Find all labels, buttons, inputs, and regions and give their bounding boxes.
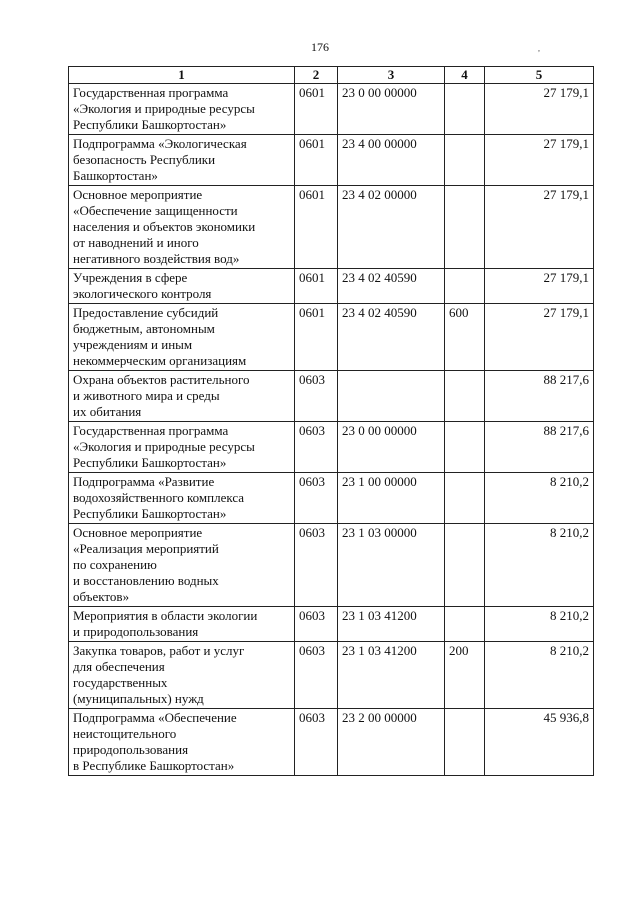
header-cell-1: 1 bbox=[69, 67, 295, 84]
amount-cell: 27 179,1 bbox=[485, 84, 594, 135]
expense-type-cell bbox=[445, 186, 485, 269]
name-cell: Основное мероприятие «Реализация мероприятий по сохранению и восстановлению водных объектов» bbox=[69, 524, 295, 607]
amount-cell: 8 210,2 bbox=[485, 473, 594, 524]
section-code-cell: 0603 bbox=[295, 607, 338, 642]
target-article-cell: 23 1 00 00000 bbox=[338, 473, 445, 524]
header-cell-5: 5 bbox=[485, 67, 594, 84]
section-code-cell: 0603 bbox=[295, 371, 338, 422]
table-row bbox=[69, 269, 594, 304]
table-row bbox=[69, 186, 594, 269]
section-code-cell: 0603 bbox=[295, 642, 338, 709]
target-article-cell: 23 2 00 00000 bbox=[338, 709, 445, 776]
section-code-cell: 0603 bbox=[295, 473, 338, 524]
name-cell: Государственная программа «Экология и природные ресурсы Республики Башкортостан» bbox=[69, 422, 295, 473]
target-article-cell: 23 1 03 41200 bbox=[338, 607, 445, 642]
expense-type-cell: 600 bbox=[445, 304, 485, 371]
section-code-cell: 0601 bbox=[295, 304, 338, 371]
name-cell: Учреждения в сфере экологического контроля bbox=[69, 269, 295, 304]
target-article-cell: 23 1 03 00000 bbox=[338, 524, 445, 607]
name-cell: Охрана объектов растительного и животного мира и среды их обитания bbox=[69, 371, 295, 422]
amount-cell: 8 210,2 bbox=[485, 607, 594, 642]
target-article-cell: 23 4 02 40590 bbox=[338, 304, 445, 371]
stray-mark: , bbox=[538, 44, 540, 53]
name-cell: Основное мероприятие «Обеспечение защищенности населения и объектов экономики от наводнений и иного негативного воздействия вод» bbox=[69, 186, 295, 269]
target-article-cell: 23 4 02 40590 bbox=[338, 269, 445, 304]
name-cell: Подпрограмма «Развитие водохозяйственного комплекса Республики Башкортостан» bbox=[69, 473, 295, 524]
table-row bbox=[69, 371, 594, 422]
name-cell: Предоставление субсидий бюджетным, автономным учреждениям и иным некоммерческим организациям bbox=[69, 304, 295, 371]
target-article-cell: 23 0 00 00000 bbox=[338, 84, 445, 135]
section-code-cell: 0603 bbox=[295, 709, 338, 776]
page-number: 176 bbox=[311, 40, 329, 54]
target-article-cell bbox=[338, 371, 445, 422]
table-row bbox=[69, 642, 594, 709]
table-row bbox=[69, 304, 594, 371]
expense-type-cell bbox=[445, 709, 485, 776]
amount-cell: 45 936,8 bbox=[485, 709, 594, 776]
expense-type-cell bbox=[445, 607, 485, 642]
target-article-cell: 23 4 02 00000 bbox=[338, 186, 445, 269]
expense-type-cell: 200 bbox=[445, 642, 485, 709]
expense-type-cell bbox=[445, 371, 485, 422]
target-article-cell: 23 0 00 00000 bbox=[338, 422, 445, 473]
amount-cell: 8 210,2 bbox=[485, 642, 594, 709]
section-code-cell: 0603 bbox=[295, 422, 338, 473]
amount-cell: 27 179,1 bbox=[485, 304, 594, 371]
amount-cell: 8 210,2 bbox=[485, 524, 594, 607]
table-row bbox=[69, 709, 594, 776]
table-row bbox=[69, 607, 594, 642]
amount-cell: 88 217,6 bbox=[485, 422, 594, 473]
table-row bbox=[69, 524, 594, 607]
name-cell: Мероприятия в области экологии и природопользования bbox=[69, 607, 295, 642]
section-code-cell: 0601 bbox=[295, 186, 338, 269]
section-code-cell: 0601 bbox=[295, 84, 338, 135]
amount-cell: 27 179,1 bbox=[485, 269, 594, 304]
name-cell: Подпрограмма «Экологическая безопасность Республики Башкортостан» bbox=[69, 135, 295, 186]
header-cell-2: 2 bbox=[295, 67, 338, 84]
table-row bbox=[69, 84, 594, 135]
table-row bbox=[69, 473, 594, 524]
expense-type-cell bbox=[445, 422, 485, 473]
section-code-cell: 0603 bbox=[295, 524, 338, 607]
budget-table bbox=[68, 66, 594, 776]
expense-type-cell bbox=[445, 473, 485, 524]
target-article-cell: 23 1 03 41200 bbox=[338, 642, 445, 709]
amount-cell: 88 217,6 bbox=[485, 371, 594, 422]
table-row bbox=[69, 422, 594, 473]
header-row bbox=[69, 67, 594, 84]
header-cell-3: 3 bbox=[338, 67, 445, 84]
expense-type-cell bbox=[445, 84, 485, 135]
expense-type-cell bbox=[445, 524, 485, 607]
amount-cell: 27 179,1 bbox=[485, 135, 594, 186]
header-cell-4: 4 bbox=[445, 67, 485, 84]
section-code-cell: 0601 bbox=[295, 135, 338, 186]
table-body bbox=[69, 84, 594, 776]
expense-type-cell bbox=[445, 269, 485, 304]
section-code-cell: 0601 bbox=[295, 269, 338, 304]
name-cell: Государственная программа «Экология и природные ресурсы Республики Башкортостан» bbox=[69, 84, 295, 135]
name-cell: Закупка товаров, работ и услуг для обеспечения государственных (муниципальных) нужд bbox=[69, 642, 295, 709]
amount-cell: 27 179,1 bbox=[485, 186, 594, 269]
expense-type-cell bbox=[445, 135, 485, 186]
target-article-cell: 23 4 00 00000 bbox=[338, 135, 445, 186]
table-row bbox=[69, 135, 594, 186]
name-cell: Подпрограмма «Обеспечение неистощительного природопользования в Республике Башкортостан» bbox=[69, 709, 295, 776]
